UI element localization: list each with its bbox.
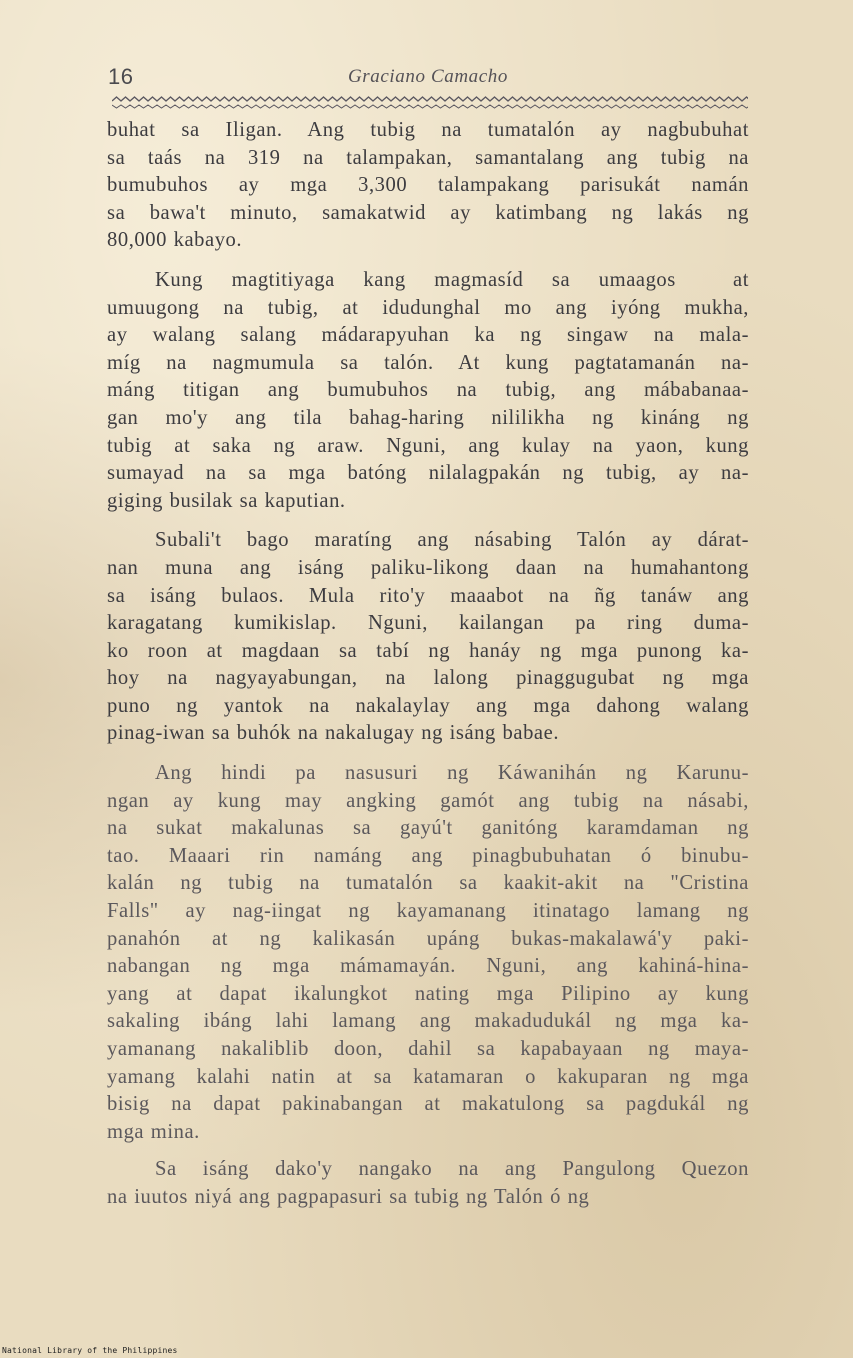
text-line: yamanang nakaliblib doon, dahil sa kapabayaan ng maya- xyxy=(107,1038,749,1060)
text-line: yang at dapat ikalungkot nating mga Pilipino ay kung xyxy=(107,982,749,1005)
ornamental-wavy-rule xyxy=(112,96,748,110)
text-line: ko roon at magdaan sa tabí ng hanáy ng mga punong ka- xyxy=(107,639,749,662)
text-line: karagatang kumikislap. Nguni, kailangan pa ring duma- xyxy=(107,612,749,635)
paragraph-3 xyxy=(107,527,749,748)
text-line: 80,000 kabayo. xyxy=(107,229,243,252)
page-number: 16 xyxy=(108,64,134,89)
paragraph-1 xyxy=(107,117,749,255)
text-line: míg na nagmumula sa talón. At kung pagtatamanán na- xyxy=(107,351,749,374)
body-text xyxy=(107,117,749,1212)
text-line: bumubuhos ay mga 3,300 talampakang parisukát namán xyxy=(107,174,749,197)
text-line: sa taás na 319 na talampakan, samantalang ang tubig na xyxy=(107,146,749,169)
library-credit: National Library of the Philippines xyxy=(2,1346,178,1355)
paragraph-2 xyxy=(107,267,749,515)
text-line: ngan ay kung may angking gamót ang tubig na násabi, xyxy=(107,789,749,812)
paragraph-5 xyxy=(107,1156,749,1211)
text-line: ay walang salang mádarapyuhan ka ng singaw na mala- xyxy=(107,324,749,347)
running-head-author: Graciano Camacho xyxy=(347,66,508,87)
text-line: pinag-iwan sa buhók na nakalugay ng isáng babae. xyxy=(107,722,560,745)
text-line: umuugong na tubig, at idudunghal mo ang iyóng mukha, xyxy=(107,296,749,319)
text-line: tao. Maaari rin namáng ang pinagbubuhatan ó binubu- xyxy=(107,844,749,867)
text-line: na iuutos niyá ang pagpapasuri sa tubig ng Talón ó ng xyxy=(107,1185,590,1208)
text-line: buhat sa Iligan. Ang tubig na tumatalón ay nagbubuhat xyxy=(107,119,749,141)
text-line: Ang hindi pa nasusuri ng Káwanihán ng Karunu- xyxy=(155,762,749,785)
paragraph-4 xyxy=(107,760,749,1146)
text-line: sumayad na sa mga batóng nilalagpakán ng tubig, ay na- xyxy=(107,462,749,485)
text-line: hoy na nagyayabungan, na lalong pinaggugubat ng mga xyxy=(107,667,749,690)
text-line: yamang kalahi natin at sa katamaran o kakuparan ng mga xyxy=(107,1065,749,1088)
text-line: puno ng yantok na nakalaylay ang mga dahong walang xyxy=(107,694,749,717)
text-line: Subali't bago maratíng ang násabing Talón ay dárat- xyxy=(155,529,749,552)
text-line: máng titigan ang bumubuhos na tubig, ang mábabanaa- xyxy=(107,379,749,402)
text-line: kalán ng tubig na tumatalón sa kaakit-akit na "Cristina xyxy=(107,872,749,895)
text-line: giging busilak sa kaputian. xyxy=(107,489,346,512)
text-line: Falls" ay nag-iingat ng kayamanang itinatago lamang ng xyxy=(107,900,749,923)
text-line: bisig na dapat pakinabangan at makatulong sa pagdukál ng xyxy=(107,1093,749,1116)
text-line: Sa isáng dako'y nangako na ang Pangulong Quezon xyxy=(155,1158,749,1181)
text-line: tubig at saka ng araw. Nguni, ang kulay na yaon, kung xyxy=(107,434,749,457)
text-line: na sukat makalunas sa gayú't ganitóng karamdaman ng xyxy=(107,817,749,840)
running-head xyxy=(108,64,748,96)
text-line: mga mina. xyxy=(107,1120,200,1143)
text-line: gan mo'y ang tila bahag-haring nililikha ng kináng ng xyxy=(107,406,749,429)
text-line: Kung magtitiyaga kang magmasíd sa umaagos at xyxy=(155,268,749,291)
text-line: panahón at ng kalikasán upáng bukas-makalawá'y paki- xyxy=(107,927,749,950)
text-line: sakaling ibáng lahi lamang ang makadudukál ng mga ka- xyxy=(107,1010,749,1033)
text-line: nabangan ng mga mámamayán. Nguni, ang kahiná-hina- xyxy=(107,955,749,978)
text-line: nan muna ang isáng paliku-likong daan na humahantong xyxy=(107,556,749,579)
text-line: sa isáng bulaos. Mula rito'y maaabot na ñg tanáw ang xyxy=(107,584,749,607)
text-line: sa bawa't minuto, samakatwid ay katimbang ng lakás ng xyxy=(107,201,749,224)
